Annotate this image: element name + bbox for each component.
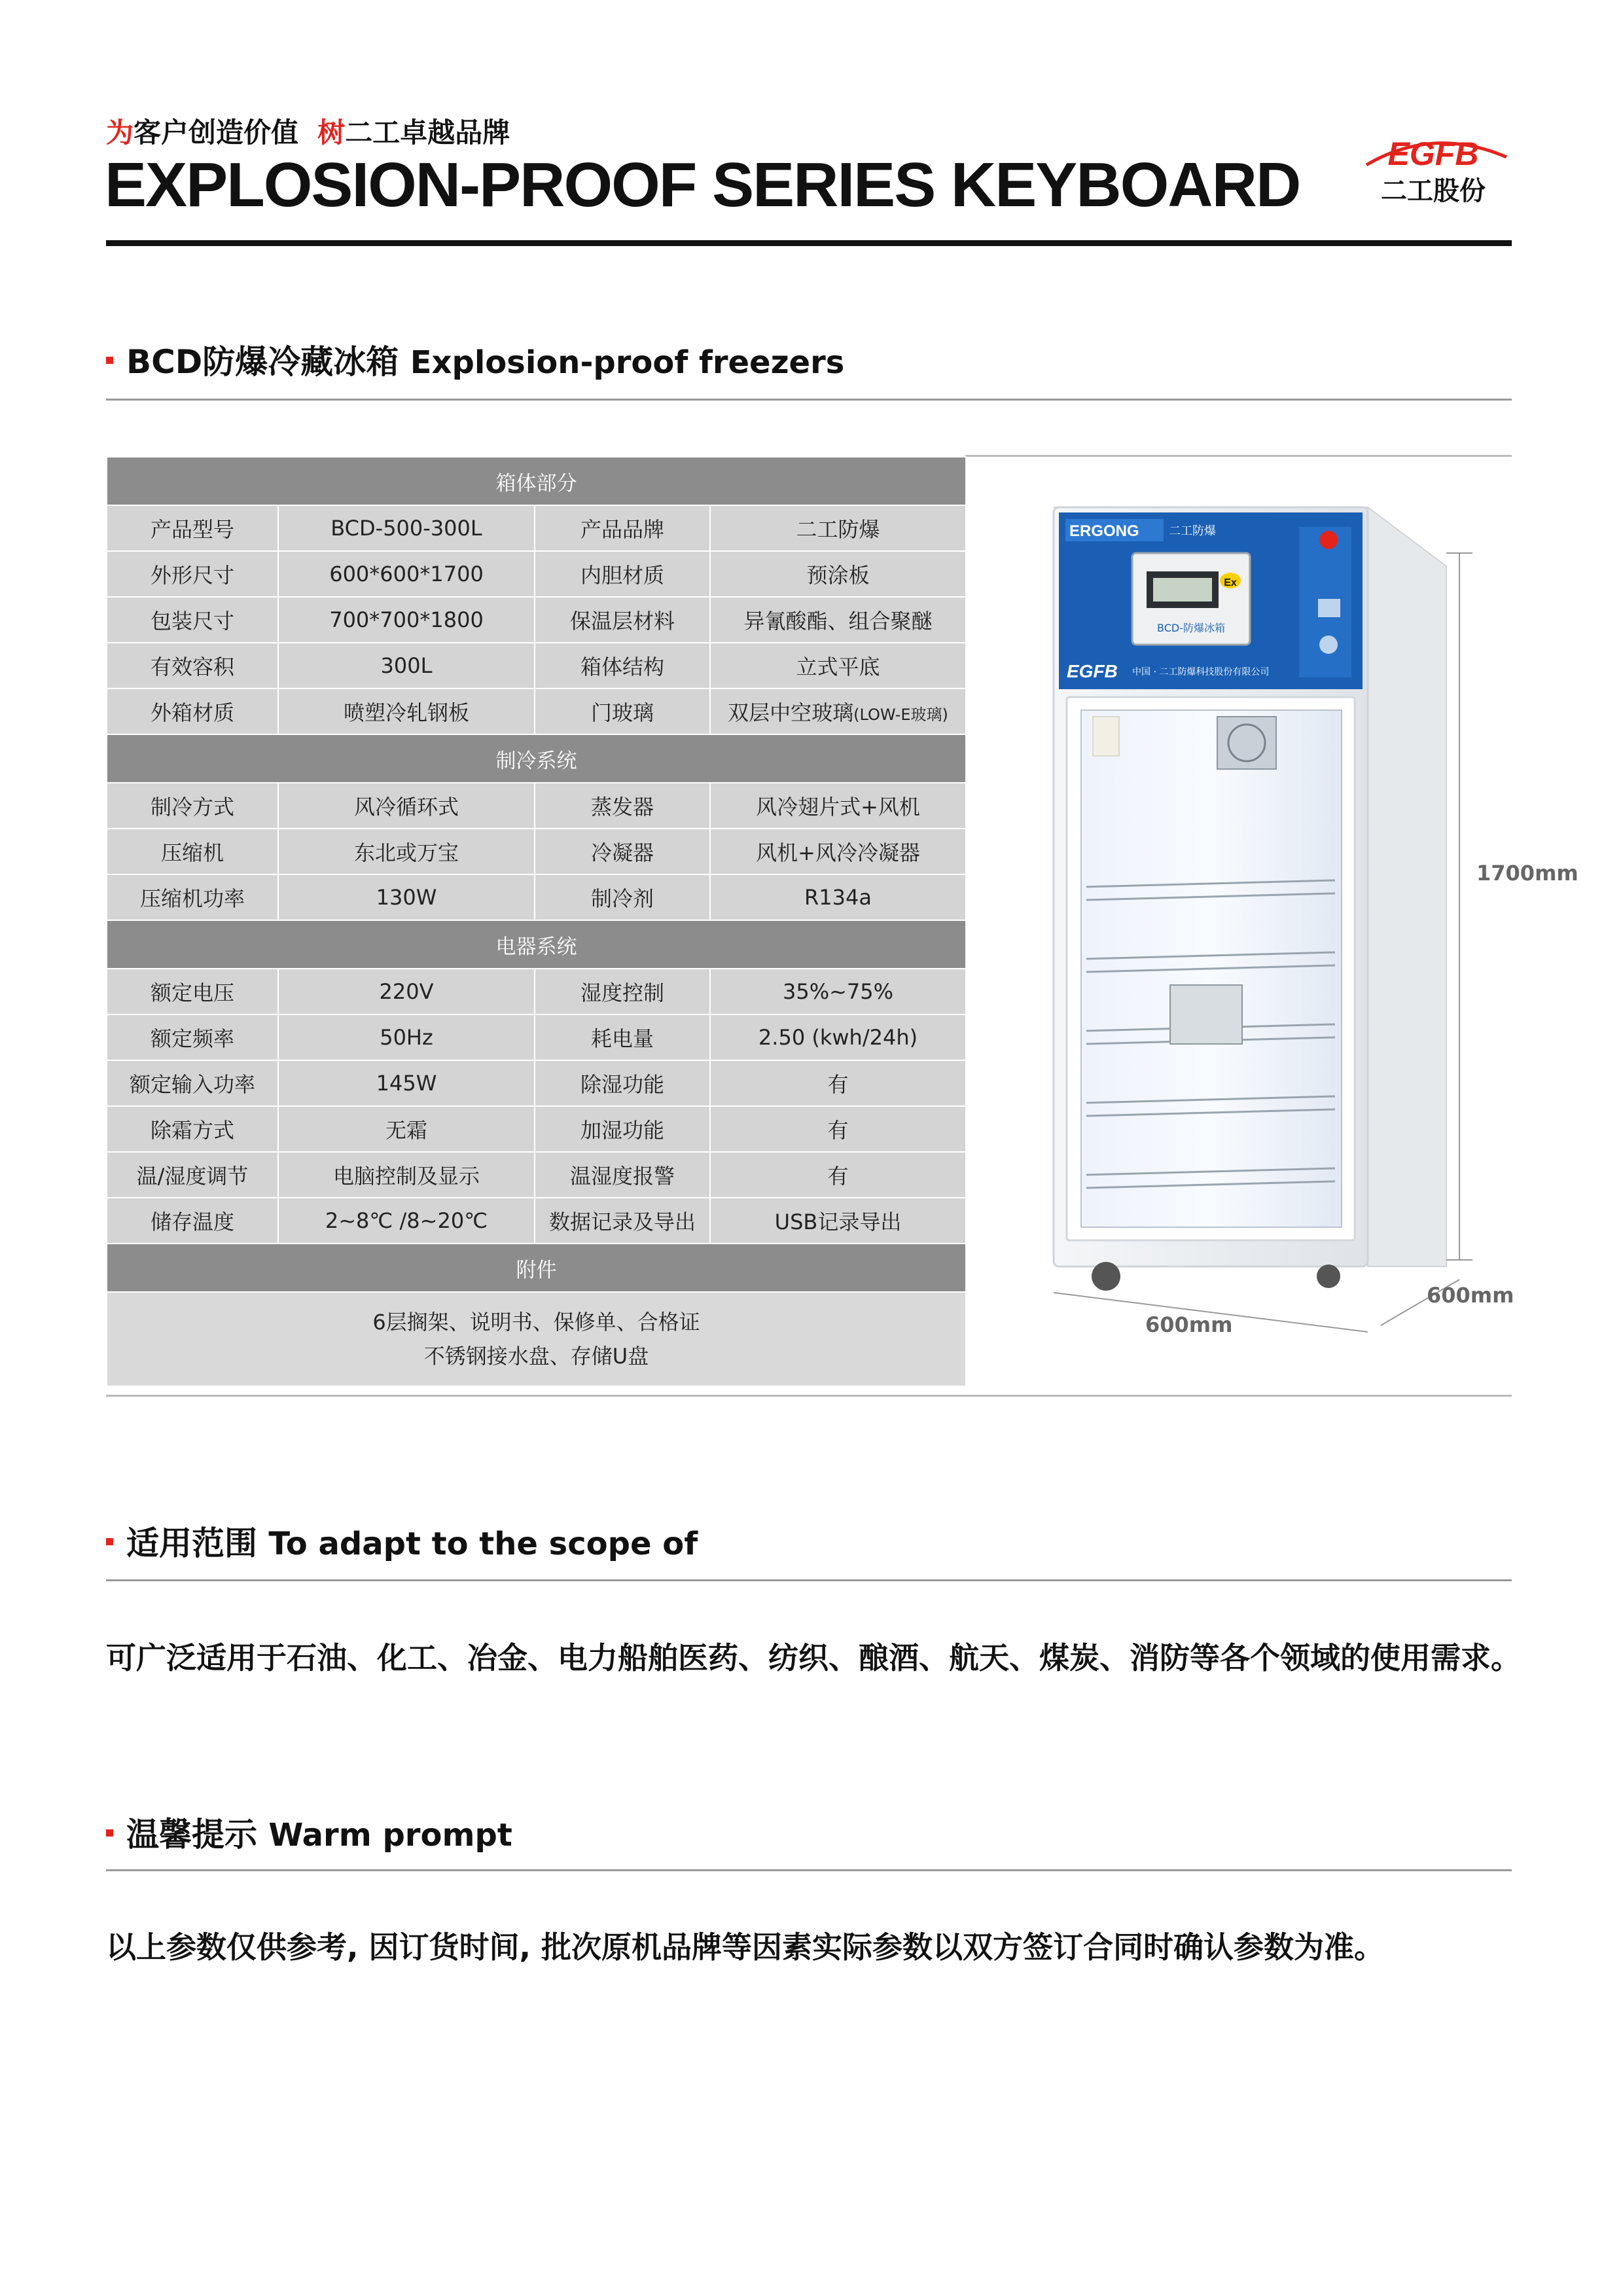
spec-label: 压缩机功率: [107, 874, 278, 920]
spec-label: 温/湿度调节: [107, 1152, 278, 1198]
spec-value-glass: [710, 689, 966, 734]
spec-label: 制冷剂: [535, 874, 710, 920]
spec-label: 有效容积: [107, 643, 278, 689]
slogan-part-1: 客户创造价值: [134, 117, 299, 149]
inner-box: [1170, 985, 1242, 1044]
table-row: [107, 643, 966, 689]
slogan-part-2: 二工卓越品牌: [345, 117, 510, 149]
slogan-red-1: 为: [106, 117, 134, 149]
spec-label: 门玻璃: [535, 689, 710, 734]
spec-value: 二工防爆: [710, 505, 966, 551]
slogan-red-2: 树: [317, 117, 346, 149]
spec-label: 耗电量: [535, 1014, 710, 1060]
spec-value: 130W: [278, 874, 535, 920]
spec-value: 300L: [278, 643, 535, 689]
spec-value: 风冷循环式: [278, 783, 535, 829]
spec-label: 产品品牌: [535, 505, 710, 551]
table-row: [107, 551, 966, 597]
table-row: [107, 1106, 966, 1152]
logo-subtext: 二工股份: [1381, 176, 1486, 206]
bullet-icon: [106, 1829, 113, 1837]
section-rule: [106, 399, 1512, 401]
section-rule: [106, 1579, 1512, 1581]
logo-text: EGFB: [1387, 135, 1479, 172]
panel-brand-cn: 二工防爆: [1169, 524, 1216, 538]
spec-label: 数据记录及导出: [535, 1198, 710, 1244]
section-title-cn: 温馨提示: [126, 1816, 257, 1854]
accessories-line: 不锈钢接水盘、存储U盘: [423, 1344, 649, 1369]
spec-label: 额定电压: [107, 969, 278, 1014]
prompt-text: 以上参数仅供参考, 因订货时间, 批次原机品牌等因素实际参数以双方签订合同时确认参数为准。: [106, 1929, 1384, 1965]
spec-value: R134a: [710, 874, 966, 920]
table-row: [107, 1014, 966, 1060]
spec-label: 额定输入功率: [107, 1060, 278, 1106]
table-row: [107, 1060, 966, 1106]
spec-value: 145W: [278, 1060, 535, 1106]
spec-value: 有: [710, 1060, 966, 1106]
spec-value: BCD-500-300L: [278, 505, 535, 551]
spec-label: 冷凝器: [535, 829, 710, 874]
spec-label: 压缩机: [107, 829, 278, 874]
spec-label: 产品型号: [107, 505, 278, 551]
group-header-cell: 电器系统: [107, 920, 966, 969]
spec-value: 600*600*1700: [278, 551, 535, 597]
section-title-en: To adapt to the scope of: [268, 1526, 698, 1562]
table-row: [107, 874, 966, 920]
section-title-cn: BCD防爆冷藏冰箱: [126, 343, 399, 381]
panel-brand-text: ERGONG: [1069, 522, 1139, 540]
spec-label: 额定频率: [107, 1014, 278, 1060]
table-row: [107, 969, 966, 1014]
section-title-cn: 适用范围: [126, 1524, 257, 1562]
table-group-header: [107, 734, 966, 783]
table-row: [107, 783, 966, 829]
accessories-row: [107, 1292, 966, 1386]
table-row: [107, 689, 966, 734]
spec-label: 保温层材料: [535, 597, 710, 643]
logo-mark: [1366, 135, 1507, 172]
spec-value: 立式平底: [710, 643, 966, 689]
spec-label: 蒸发器: [535, 783, 710, 829]
glass-note: (LOW-E玻璃): [853, 706, 948, 724]
spec-value: 700*700*1800: [278, 597, 535, 643]
table-top-rule: [965, 455, 1512, 457]
spec-value: USB记录导出: [710, 1198, 966, 1244]
section-heading-scope: [106, 1517, 698, 1564]
table-row: [107, 1198, 966, 1244]
spec-label: 外箱材质: [107, 689, 278, 734]
width-label: 600mm: [1145, 1312, 1233, 1337]
spec-table: [106, 456, 967, 1387]
depth-label: 600mm: [1427, 1283, 1514, 1308]
spec-label: 内胆材质: [535, 551, 710, 597]
spec-label: 湿度控制: [535, 969, 710, 1014]
spec-label: 制冷方式: [107, 783, 278, 829]
section-heading-freezers: [106, 336, 844, 383]
panel-company-text: 中国 · 二工防爆科技股份有限公司: [1132, 667, 1270, 677]
spec-value: 预涂板: [710, 551, 966, 597]
scope-text: 可广泛适用于石油、化工、冶金、电力船舶医药、纺织、酿酒、航天、煤炭、消防等各个领域的使用需求。: [106, 1640, 1521, 1676]
spec-value: 东北或万宝: [278, 829, 535, 874]
control-panel: [1059, 512, 1363, 689]
section-title-en: Warm prompt: [268, 1817, 512, 1854]
panel-logo-text: EGFB: [1067, 661, 1118, 681]
bullet-icon: [106, 357, 113, 364]
table-group-header: [107, 920, 966, 969]
table-bottom-rule: [106, 1395, 1512, 1397]
spec-value: 220V: [278, 969, 535, 1014]
spec-label: 加湿功能: [535, 1106, 710, 1152]
spec-value: 有: [710, 1152, 966, 1198]
group-header-cell: 制冷系统: [107, 734, 966, 783]
spec-value: 50Hz: [278, 1014, 535, 1060]
spec-value: 风冷翅片式+风机: [710, 783, 966, 829]
group-header-cell: 附件: [107, 1244, 966, 1292]
glass-value: 双层中空玻璃: [728, 700, 854, 725]
slogan: [106, 111, 510, 151]
table-group-header: [107, 1244, 966, 1292]
spec-value: 风机+风冷冷凝器: [710, 829, 966, 874]
height-label: 1700mm: [1476, 861, 1578, 886]
page-title: EXPLOSION-PROOF SERIES KEYBOARD: [105, 150, 1300, 220]
egfb-logo: [1355, 131, 1512, 209]
spec-value: 喷塑冷轧钢板: [278, 689, 535, 734]
table-row: [107, 829, 966, 874]
spec-label: 外形尺寸: [107, 551, 278, 597]
table-row: [107, 597, 966, 643]
section-heading-prompt: [106, 1808, 512, 1856]
accessories-cell: [107, 1292, 966, 1386]
spec-label: 储存温度: [107, 1198, 278, 1244]
spec-label: 温湿度报警: [535, 1152, 710, 1198]
table-group-header: [107, 457, 966, 505]
table-row: [107, 505, 966, 551]
spec-label: 除湿功能: [535, 1060, 710, 1106]
accessories-line: 6层搁架、说明书、保修单、合格证: [372, 1310, 700, 1335]
group-header-cell: 箱体部分: [107, 457, 966, 505]
spec-value: 35%~75%: [710, 969, 966, 1014]
section-title-en: Explosion-proof freezers: [410, 344, 845, 381]
panel-model-text: BCD-防爆冰箱: [1157, 622, 1225, 634]
spec-label: 除霜方式: [107, 1106, 278, 1152]
spec-label: 箱体结构: [535, 643, 710, 689]
freezer-product-image: [1001, 481, 1578, 1358]
spec-value: 有: [710, 1106, 966, 1152]
spec-value: 电脑控制及显示: [278, 1152, 535, 1198]
header-rule: [106, 240, 1512, 246]
spec-value: 异氰酸酯、组合聚醚: [710, 597, 966, 643]
table-row: [107, 1152, 966, 1198]
spec-label: 包装尺寸: [107, 597, 278, 643]
section-rule: [106, 1869, 1512, 1871]
ex-mark: Ex: [1224, 577, 1237, 588]
spec-value: 无霜: [278, 1106, 535, 1152]
bullet-icon: [106, 1538, 113, 1545]
spec-value: 2.50 (kwh/24h): [710, 1014, 966, 1060]
spec-value: 2~8℃ /8~20℃: [278, 1198, 535, 1244]
